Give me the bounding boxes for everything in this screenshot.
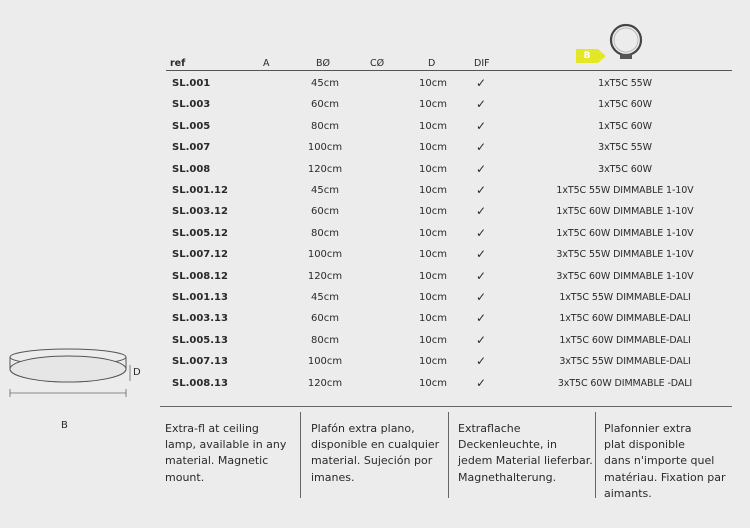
row-ref: SL.001.12 bbox=[172, 185, 228, 196]
row-diffuser-check: ✓ bbox=[475, 290, 487, 304]
row-ref: SL.001 bbox=[172, 78, 211, 89]
row-ref: SL.008.12 bbox=[172, 271, 228, 282]
description-divider bbox=[448, 412, 449, 498]
row-b-diameter: 60cm bbox=[311, 206, 339, 217]
fixture-dimension-drawing bbox=[0, 345, 145, 405]
row-diffuser-check: ✓ bbox=[475, 76, 487, 90]
row-ref: SL.001.13 bbox=[172, 292, 228, 303]
table-bottom-rule bbox=[160, 406, 732, 407]
row-b-diameter: 60cm bbox=[311, 99, 339, 110]
row-d-height: 10cm bbox=[419, 335, 447, 346]
description-de: Extraflache Deckenleuchte, in jedem Material lieferbar. Magnethalterung. bbox=[458, 422, 593, 484]
row-d-height: 10cm bbox=[419, 142, 447, 153]
row-b-diameter: 120cm bbox=[307, 378, 343, 389]
row-lamp-spec: 1xT5C 55W DIMMABLE-DALI bbox=[559, 292, 691, 303]
dimension-b-badge: B bbox=[576, 49, 598, 63]
row-lamp-spec: 3xT5C 60W DIMMABLE 1-10V bbox=[556, 271, 694, 282]
row-d-height: 10cm bbox=[419, 271, 447, 282]
row-lamp-spec: 1xT5C 60W bbox=[598, 99, 652, 110]
description-fr: Plafonnier extra plat disponible dans n'importe quel matériau. Fixation par aimants. bbox=[604, 422, 726, 500]
circular-lamp-icon bbox=[606, 18, 646, 62]
row-d-height: 10cm bbox=[419, 99, 447, 110]
row-ref: SL.005.13 bbox=[172, 335, 228, 346]
row-ref: SL.003.12 bbox=[172, 206, 228, 217]
row-lamp-spec: 3xT5C 55W DIMMABLE 1-10V bbox=[556, 249, 694, 260]
row-lamp-spec: 1xT5C 60W DIMMABLE-DALI bbox=[559, 313, 691, 324]
row-ref: SL.005.12 bbox=[172, 228, 228, 239]
row-lamp-spec: 1xT5C 60W DIMMABLE 1-10V bbox=[556, 206, 694, 217]
row-b-diameter: 120cm bbox=[307, 271, 343, 282]
row-lamp-spec: 1xT5C 55W bbox=[598, 78, 652, 89]
row-lamp-spec: 3xT5C 60W DIMMABLE -DALI bbox=[557, 378, 693, 389]
row-b-diameter: 100cm bbox=[307, 142, 343, 153]
row-lamp-spec: 1xT5C 60W bbox=[598, 121, 652, 132]
row-ref: SL.003 bbox=[172, 99, 211, 110]
row-ref: SL.003.13 bbox=[172, 313, 228, 324]
row-lamp-spec: 3xT5C 55W DIMMABLE-DALI bbox=[559, 356, 691, 367]
row-diffuser-check: ✓ bbox=[475, 226, 487, 240]
row-d-height: 10cm bbox=[419, 185, 447, 196]
header-a: A bbox=[263, 58, 270, 69]
row-d-height: 10cm bbox=[419, 206, 447, 217]
row-b-diameter: 100cm bbox=[307, 356, 343, 367]
row-ref: SL.007.12 bbox=[172, 249, 228, 260]
row-lamp-spec: 1xT5C 60W DIMMABLE-DALI bbox=[559, 335, 691, 346]
dimension-b-label: B bbox=[61, 420, 68, 431]
row-b-diameter: 80cm bbox=[311, 228, 339, 239]
row-ref: SL.008.13 bbox=[172, 378, 228, 389]
row-ref: SL.005 bbox=[172, 121, 211, 132]
row-b-diameter: 45cm bbox=[311, 185, 339, 196]
row-b-diameter: 80cm bbox=[311, 335, 339, 346]
row-diffuser-check: ✓ bbox=[475, 269, 487, 283]
header-dif: DIF bbox=[474, 58, 490, 69]
row-d-height: 10cm bbox=[419, 292, 447, 303]
row-lamp-spec: 3xT5C 55W bbox=[598, 142, 652, 153]
badge-arrow bbox=[598, 49, 606, 63]
description-divider bbox=[595, 412, 596, 498]
row-b-diameter: 120cm bbox=[307, 164, 343, 175]
description-en: Extra-fl at ceiling lamp, available in any material. Magnetic mount. bbox=[165, 422, 287, 484]
header-ref: ref bbox=[170, 58, 186, 69]
row-b-diameter: 45cm bbox=[311, 292, 339, 303]
row-d-height: 10cm bbox=[419, 356, 447, 367]
row-lamp-spec: 1xT5C 55W DIMMABLE 1-10V bbox=[556, 185, 694, 196]
row-b-diameter: 60cm bbox=[311, 313, 339, 324]
row-diffuser-check: ✓ bbox=[475, 247, 487, 261]
row-ref: SL.007.13 bbox=[172, 356, 228, 367]
row-diffuser-check: ✓ bbox=[475, 97, 487, 111]
row-d-height: 10cm bbox=[419, 378, 447, 389]
row-d-height: 10cm bbox=[419, 228, 447, 239]
row-b-diameter: 45cm bbox=[311, 78, 339, 89]
row-diffuser-check: ✓ bbox=[475, 183, 487, 197]
description-divider bbox=[300, 412, 301, 498]
row-d-height: 10cm bbox=[419, 164, 447, 175]
row-diffuser-check: ✓ bbox=[475, 162, 487, 176]
row-d-height: 10cm bbox=[419, 313, 447, 324]
description-es: Plafón extra plano, disponible en cualquier material. Sujeción por imanes. bbox=[311, 422, 440, 484]
header-rule bbox=[166, 70, 732, 71]
header-b: BØ bbox=[316, 58, 330, 69]
row-b-diameter: 80cm bbox=[311, 121, 339, 132]
row-diffuser-check: ✓ bbox=[475, 333, 487, 347]
row-d-height: 10cm bbox=[419, 249, 447, 260]
dimension-d-label: D bbox=[133, 367, 141, 378]
row-diffuser-check: ✓ bbox=[475, 119, 487, 133]
header-c: CØ bbox=[370, 58, 385, 69]
row-diffuser-check: ✓ bbox=[475, 376, 487, 390]
row-diffuser-check: ✓ bbox=[475, 354, 487, 368]
row-lamp-spec: 1xT5C 60W DIMMABLE 1-10V bbox=[556, 228, 694, 239]
row-ref: SL.007 bbox=[172, 142, 211, 153]
row-d-height: 10cm bbox=[419, 78, 447, 89]
row-ref: SL.008 bbox=[172, 164, 211, 175]
row-diffuser-check: ✓ bbox=[475, 140, 487, 154]
row-diffuser-check: ✓ bbox=[475, 204, 487, 218]
row-lamp-spec: 3xT5C 60W bbox=[598, 164, 652, 175]
row-d-height: 10cm bbox=[419, 121, 447, 132]
row-diffuser-check: ✓ bbox=[475, 311, 487, 325]
header-d: D bbox=[428, 58, 436, 69]
row-b-diameter: 100cm bbox=[307, 249, 343, 260]
